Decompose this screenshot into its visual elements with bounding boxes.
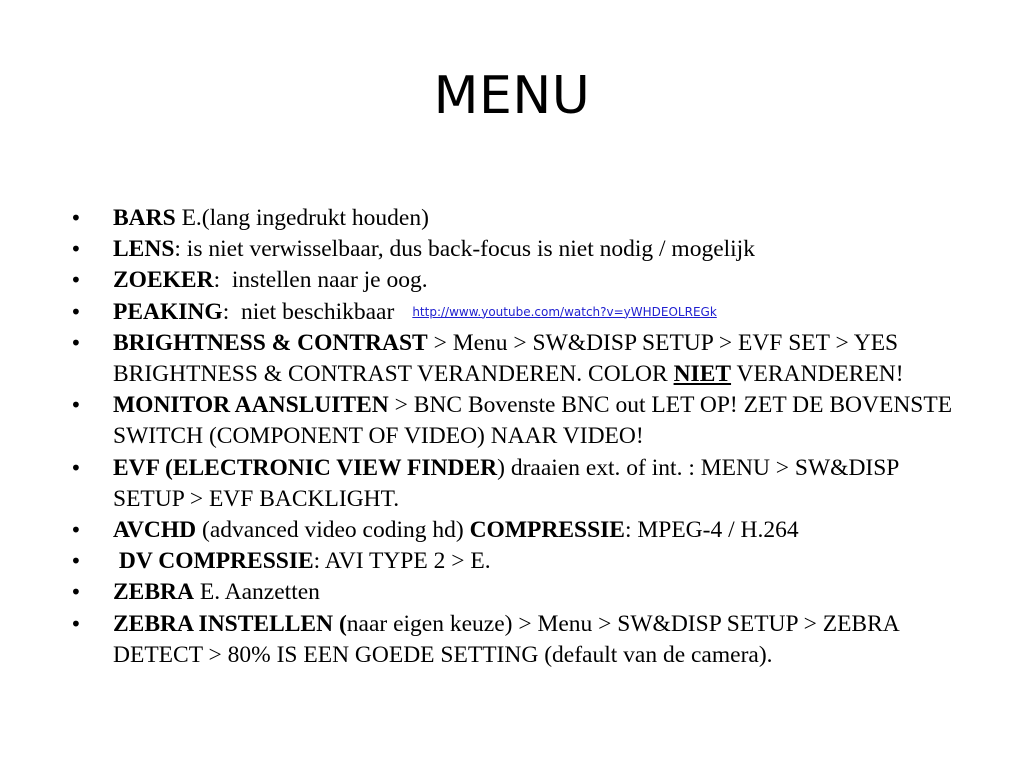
item-text: (advanced video coding hd): [196, 517, 470, 544]
youtube-link[interactable]: http://www.youtube.com/watch?v=yWHDEOLREGk: [412, 304, 717, 319]
list-item-peaking: [70, 297, 970, 328]
bullet-icon: •: [70, 393, 82, 418]
item-text: > BNC Bovenste BNC out LET OP! ZET DE BOVENSTE SWITCH (COMPONENT OF VIDEO) NAAR VIDEO!: [113, 392, 953, 450]
item-text: ) draaien ext. of int. : MENU > SW&DISP SETUP > EVF BACKLIGHT.: [113, 454, 899, 512]
list-item-evf: [70, 453, 970, 515]
list-item-dv-compressie: [70, 546, 970, 577]
list-item-zoeker: [70, 265, 970, 296]
item-keyword: DV COMPRESSIE: [113, 548, 314, 575]
item-text-end: VERANDEREN!: [731, 361, 904, 388]
list-item-bars: [70, 203, 970, 234]
item-text: naar eigen keuze) > Menu > SW&DISP SETUP > ZEBRA DETECT > 80% IS EEN GOEDE SETTING (default van de camera).: [113, 610, 899, 668]
item-text: : instellen naar je oog.: [213, 267, 428, 294]
bullet-icon: •: [70, 455, 82, 480]
item-keyword: ZEBRA INSTELLEN (: [113, 610, 347, 637]
item-text: E. Aanzetten: [193, 579, 320, 606]
item-keyword: MONITOR AANSLUITEN: [113, 392, 389, 419]
bullet-list: [70, 203, 970, 671]
bullet-icon: •: [70, 237, 82, 262]
item-keyword: BARS: [113, 205, 176, 231]
item-keyword: LENS: [113, 236, 175, 263]
bullet-icon: •: [70, 518, 82, 543]
item-text: : AVI TYPE 2 > E.: [313, 548, 491, 575]
list-item-lens: [70, 234, 970, 265]
list-item-avchd: [70, 515, 970, 546]
bullet-icon: •: [70, 268, 82, 293]
list-item-zebra-instellen: [70, 609, 970, 671]
bullet-icon: •: [70, 330, 82, 355]
bullet-icon: •: [70, 206, 82, 230]
item-text-2: : MPEG-4 / H.264: [624, 517, 799, 544]
item-keyword: AVCHD: [113, 517, 197, 544]
item-text: > Menu > SW&DISP SETUP > EVF SET > YES BRIGHTNESS & CONTRAST VERANDEREN. COLOR: [113, 329, 899, 388]
list-item-zebra: [70, 577, 970, 608]
bullet-icon: •: [70, 549, 82, 574]
item-text: : is niet verwisselbaar, dus back-focus is niet nodig / mogelijk: [174, 236, 755, 263]
bullet-icon: •: [70, 611, 82, 636]
item-emphasis: NIET: [673, 361, 732, 388]
list-item-brightness-contrast: [70, 328, 970, 390]
bullet-icon: •: [70, 299, 82, 324]
item-text: : niet beschikbaar: [222, 298, 395, 325]
item-keyword: ZEBRA: [113, 579, 194, 606]
item-keyword: EVF (ELECTRONIC VIEW FINDER: [113, 454, 498, 481]
bullet-icon: •: [70, 580, 82, 605]
item-keyword: BRIGHTNESS & CONTRAST: [113, 329, 428, 356]
item-keyword: ZOEKER: [113, 267, 214, 294]
item-text: E.(lang ingedrukt houden): [175, 205, 429, 231]
slide-title: MENU: [433, 66, 591, 126]
list-item-monitor: [70, 390, 970, 452]
item-keyword: PEAKING: [113, 298, 223, 325]
item-keyword-2: COMPRESSIE: [469, 517, 625, 544]
